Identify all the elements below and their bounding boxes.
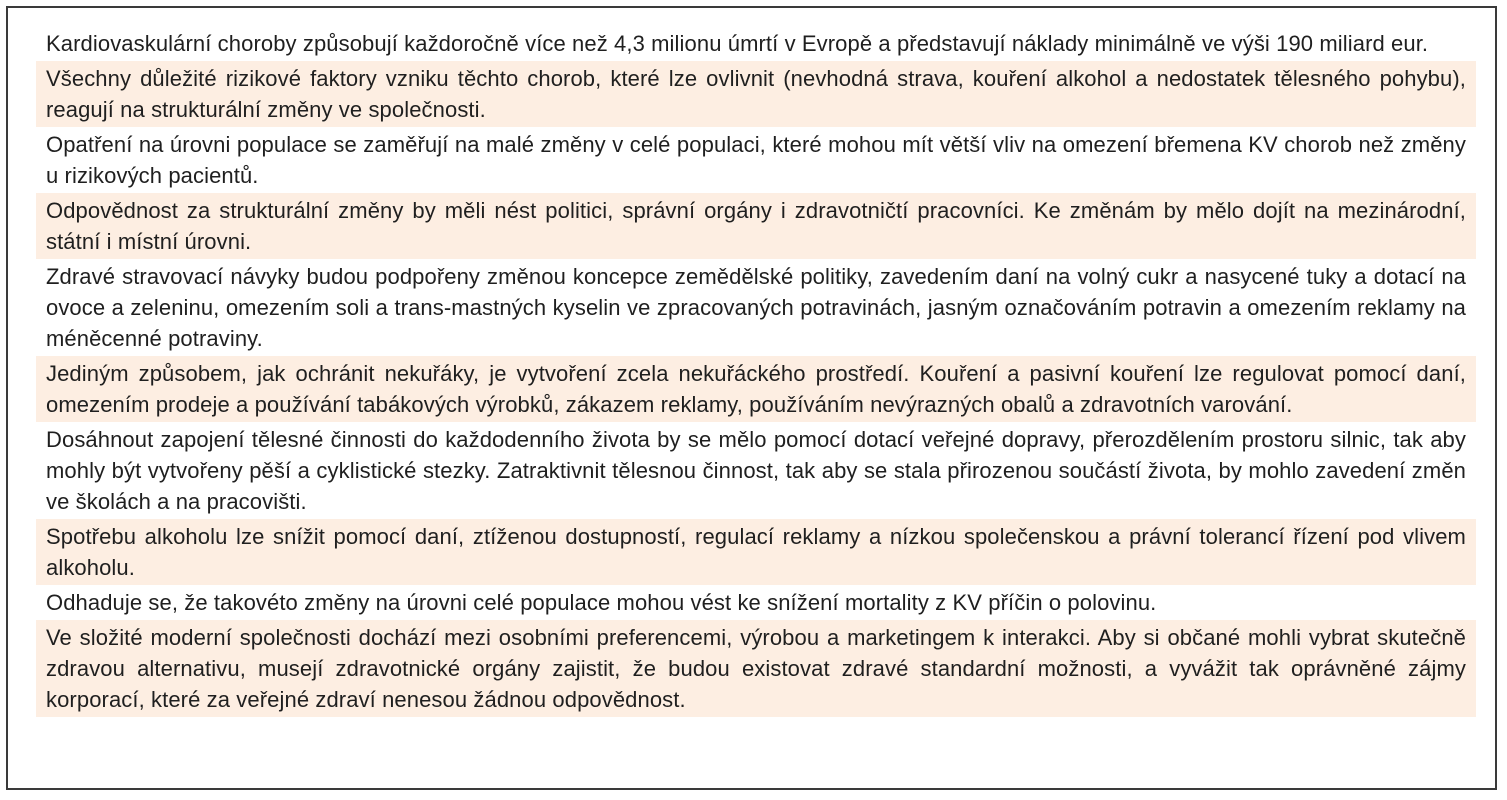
list-item: Spotřebu alkoholu lze snížit pomocí daní, ztíženou dostupností, regulací reklamy a nízkou společenskou a právní tolerancí řízení pod vlivem alkoholu. xyxy=(36,519,1476,585)
list-item: Kardiovaskulární choroby způsobují každoročně více než 4,3 milionu úmrtí v Evropě a představují náklady minimálně ve výši 190 miliard eur. xyxy=(46,31,1429,56)
list-item: Jediným způsobem, jak ochránit nekuřáky, je vytvoření zcela nekuřáckého prostředí. Kouření a pasivní kouření lze regulovat pomocí daní, omezením prodeje a používání tabákových výrobků, zákazem reklamy, používáním nevýrazných obalů a zdravotních varování. xyxy=(36,356,1476,422)
list-item: Odhaduje se, že takovéto změny na úrovni celé populace mohou vést ke snížení mortality z KV příčin o polovinu. xyxy=(46,590,1157,615)
list-item: Všechny důležité rizikové faktory vzniku těchto chorob, které lze ovlivnit (nevhodná strava, kouření alkohol a nedostatek tělesného pohybu), reagují na strukturální změny ve společnosti. xyxy=(36,61,1476,127)
list-item: Opatření na úrovni populace se zaměřují na malé změny v celé populaci, které mohou mít větší vliv na omezení břemena KV chorob než změny u rizikových pacientů. xyxy=(46,132,1466,188)
document-frame xyxy=(6,6,1497,790)
list-item: Dosáhnout zapojení tělesné činnosti do každodenního života by se mělo pomocí dotací veřejné dopravy, přerozdělením prostoru silnic, tak aby mohly být vytvořeny pěší a cyklistické stezky. Zatraktivnit tělesnou činnost, tak aby se stala přirozenou součástí života, by mohlo zavedení změn ve školách a na pracovišti. xyxy=(46,427,1466,514)
list-item: Ve složité moderní společnosti dochází mezi osobními preferencemi, výrobou a marketingem k interakci. Aby si občané mohli vybrat skutečně zdravou alternativu, musejí zdravotnické orgány zajistit, že budou existovat zdravé standardní možnosti, a vyvážit tak oprávněné zájmy korporací, které za veřejné zdraví nenesou žádnou odpovědnost. xyxy=(36,620,1476,717)
list-item: Odpovědnost za strukturální změny by měli nést politici, správní orgány i zdravotničtí pracovníci. Ke změnám by mělo dojít na mezinárodní, státní i místní úrovni. xyxy=(36,193,1476,259)
key-points-list xyxy=(36,26,1476,717)
list-item: Zdravé stravovací návyky budou podpořeny změnou koncepce zemědělské politiky, zavedením daní na volný cukr a nasycené tuky a dotací na ovoce a zeleninu, omezením soli a trans-mastných kyselin ve zpracovaných potravinách, jasným označováním potravin a omezením reklamy na méněcenné potraviny. xyxy=(46,264,1466,351)
